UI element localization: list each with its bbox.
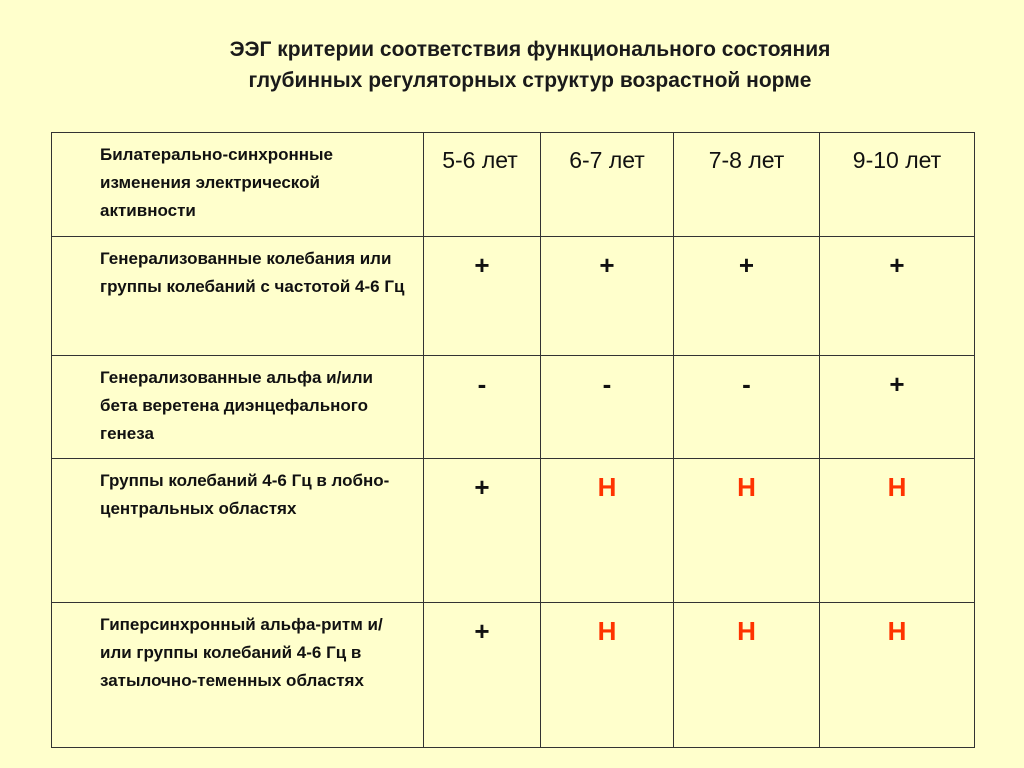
table-row <box>52 459 975 603</box>
table-row <box>52 356 975 459</box>
table-row <box>52 603 975 748</box>
column-header-label: 7-8 лет <box>708 147 785 173</box>
value-mark: - <box>477 369 487 399</box>
value-cell <box>674 356 820 459</box>
value-mark: + <box>889 369 905 399</box>
value-cell <box>820 237 975 356</box>
header-row <box>52 133 975 237</box>
value-mark: Н <box>887 616 907 646</box>
value-cell <box>820 356 975 459</box>
title-line-2: глубинных регуляторных структур возрастной норме <box>248 69 812 92</box>
row-label-cell <box>52 237 424 356</box>
column-header-label: 6-7 лет <box>569 147 645 173</box>
value-cell <box>424 237 541 356</box>
value-mark: + <box>738 250 755 280</box>
value-mark: + <box>474 616 490 646</box>
value-cell <box>424 356 541 459</box>
column-header <box>424 133 541 237</box>
value-mark: Н <box>737 616 756 646</box>
row-label-cell <box>52 603 424 748</box>
value-mark: + <box>889 250 905 280</box>
table-row <box>52 237 975 356</box>
value-cell <box>424 603 541 748</box>
row-label-cell <box>52 459 424 603</box>
value-cell <box>424 459 541 603</box>
column-header-label: 5-6 лет <box>442 147 518 173</box>
value-mark: Н <box>597 472 617 502</box>
value-cell <box>674 237 820 356</box>
column-header <box>820 133 975 237</box>
value-cell <box>541 603 674 748</box>
row-label-cell <box>52 356 424 459</box>
value-mark: Н <box>597 616 617 646</box>
value-mark: - <box>602 369 612 399</box>
row-label: Генерализованные колебания или группы колебаний с частотой 4-6 Гц <box>100 249 405 296</box>
value-mark: + <box>599 250 615 280</box>
value-mark: - <box>742 369 751 399</box>
column-header-label: 9-10 лет <box>852 147 942 173</box>
column-header <box>674 133 820 237</box>
header-label-cell <box>52 133 424 237</box>
slide-title <box>120 34 940 96</box>
value-mark: + <box>474 472 490 502</box>
column-header <box>541 133 674 237</box>
value-cell <box>541 237 674 356</box>
title-line-1: ЭЭГ критерии соответствия функционального состояния <box>229 38 831 61</box>
value-mark: Н <box>887 472 907 502</box>
value-mark: + <box>474 250 490 280</box>
value-cell <box>820 459 975 603</box>
header-label: Билатерально-синхронные изменения электрической активности <box>100 145 334 220</box>
value-cell <box>674 603 820 748</box>
value-cell <box>541 356 674 459</box>
value-cell <box>674 459 820 603</box>
row-label: Генерализованные альфа и/или бета веретена диэнцефального генеза <box>100 368 373 443</box>
row-label: Гиперсинхронный альфа-ритм и/или группы колебаний 4-6 Гц в затылочно-теменных областях <box>100 615 383 690</box>
value-mark: Н <box>737 472 756 502</box>
eeg-criteria-table <box>51 132 975 748</box>
value-cell <box>541 459 674 603</box>
value-cell <box>820 603 975 748</box>
row-label: Группы колебаний 4-6 Гц в лобно-центральных областях <box>100 471 390 518</box>
